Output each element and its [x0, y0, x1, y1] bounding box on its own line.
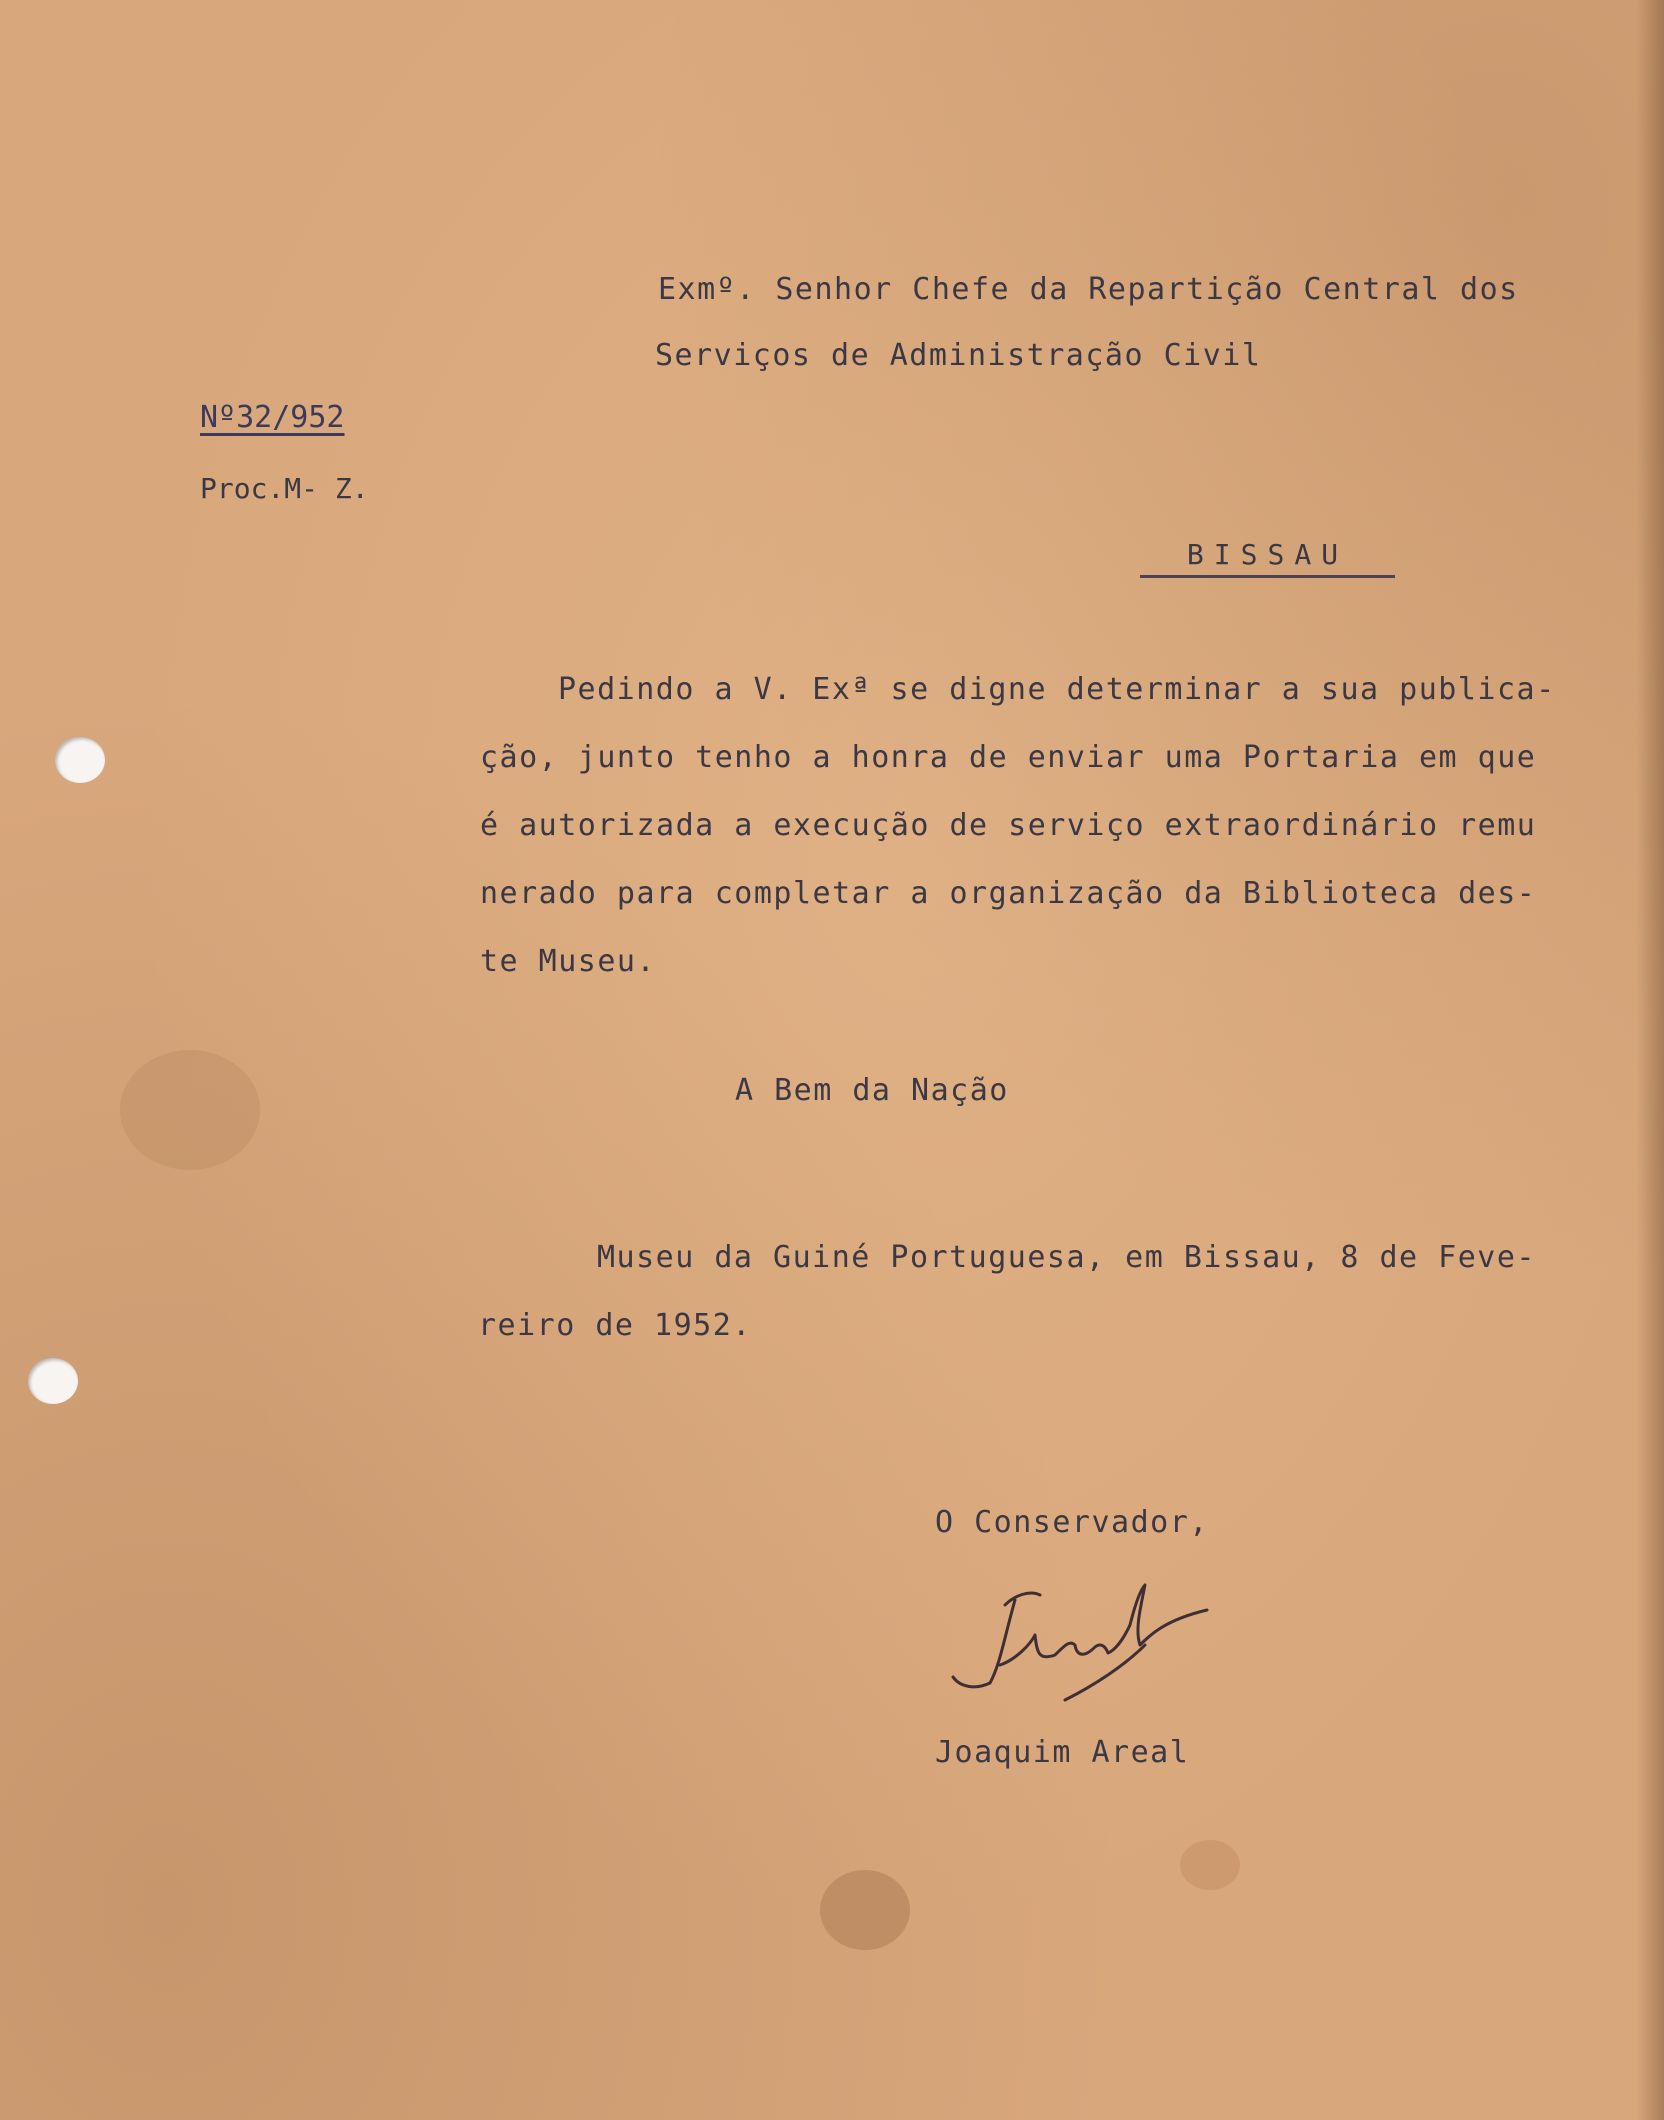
paper-stain — [1180, 1840, 1240, 1890]
place-date-line-1: Museu da Guiné Portuguesa, em Bissau, 8 de Feve- — [597, 1240, 1536, 1275]
reference-number: Nº32/952 — [200, 400, 345, 435]
addressee-line-1: Exmº. Senhor Chefe da Repartição Central dos — [658, 272, 1519, 307]
signatory-title: O Conservador, — [935, 1505, 1209, 1540]
punch-hole-top — [55, 737, 105, 783]
paper-edge-shadow — [1636, 0, 1664, 2120]
addressee-line-2: Serviços de Administração Civil — [655, 338, 1262, 373]
handwritten-signature — [945, 1565, 1215, 1705]
body-line-5: te Museu. — [480, 944, 657, 979]
body-line-3: é autorizada a execução de serviço extraordinário remu — [480, 808, 1537, 843]
body-line-1: Pedindo a V. Exª se digne determinar a sua publica- — [558, 672, 1556, 707]
process-reference: Proc.M- Z. — [200, 472, 369, 505]
salutation: A Bem da Nação — [735, 1073, 1009, 1108]
place-date-line-2: reiro de 1952. — [478, 1308, 752, 1343]
paper-stain — [120, 1050, 260, 1170]
body-line-2: ção, junto tenho a honra de enviar uma Portaria em que — [480, 740, 1537, 775]
signatory-name: Joaquim Areal — [935, 1735, 1190, 1770]
city-heading: BISSAU — [1140, 538, 1395, 578]
body-line-4: nerado para completar a organização da Biblioteca des- — [480, 876, 1537, 911]
paper-stain — [820, 1870, 910, 1950]
punch-hole-bottom — [28, 1358, 78, 1404]
